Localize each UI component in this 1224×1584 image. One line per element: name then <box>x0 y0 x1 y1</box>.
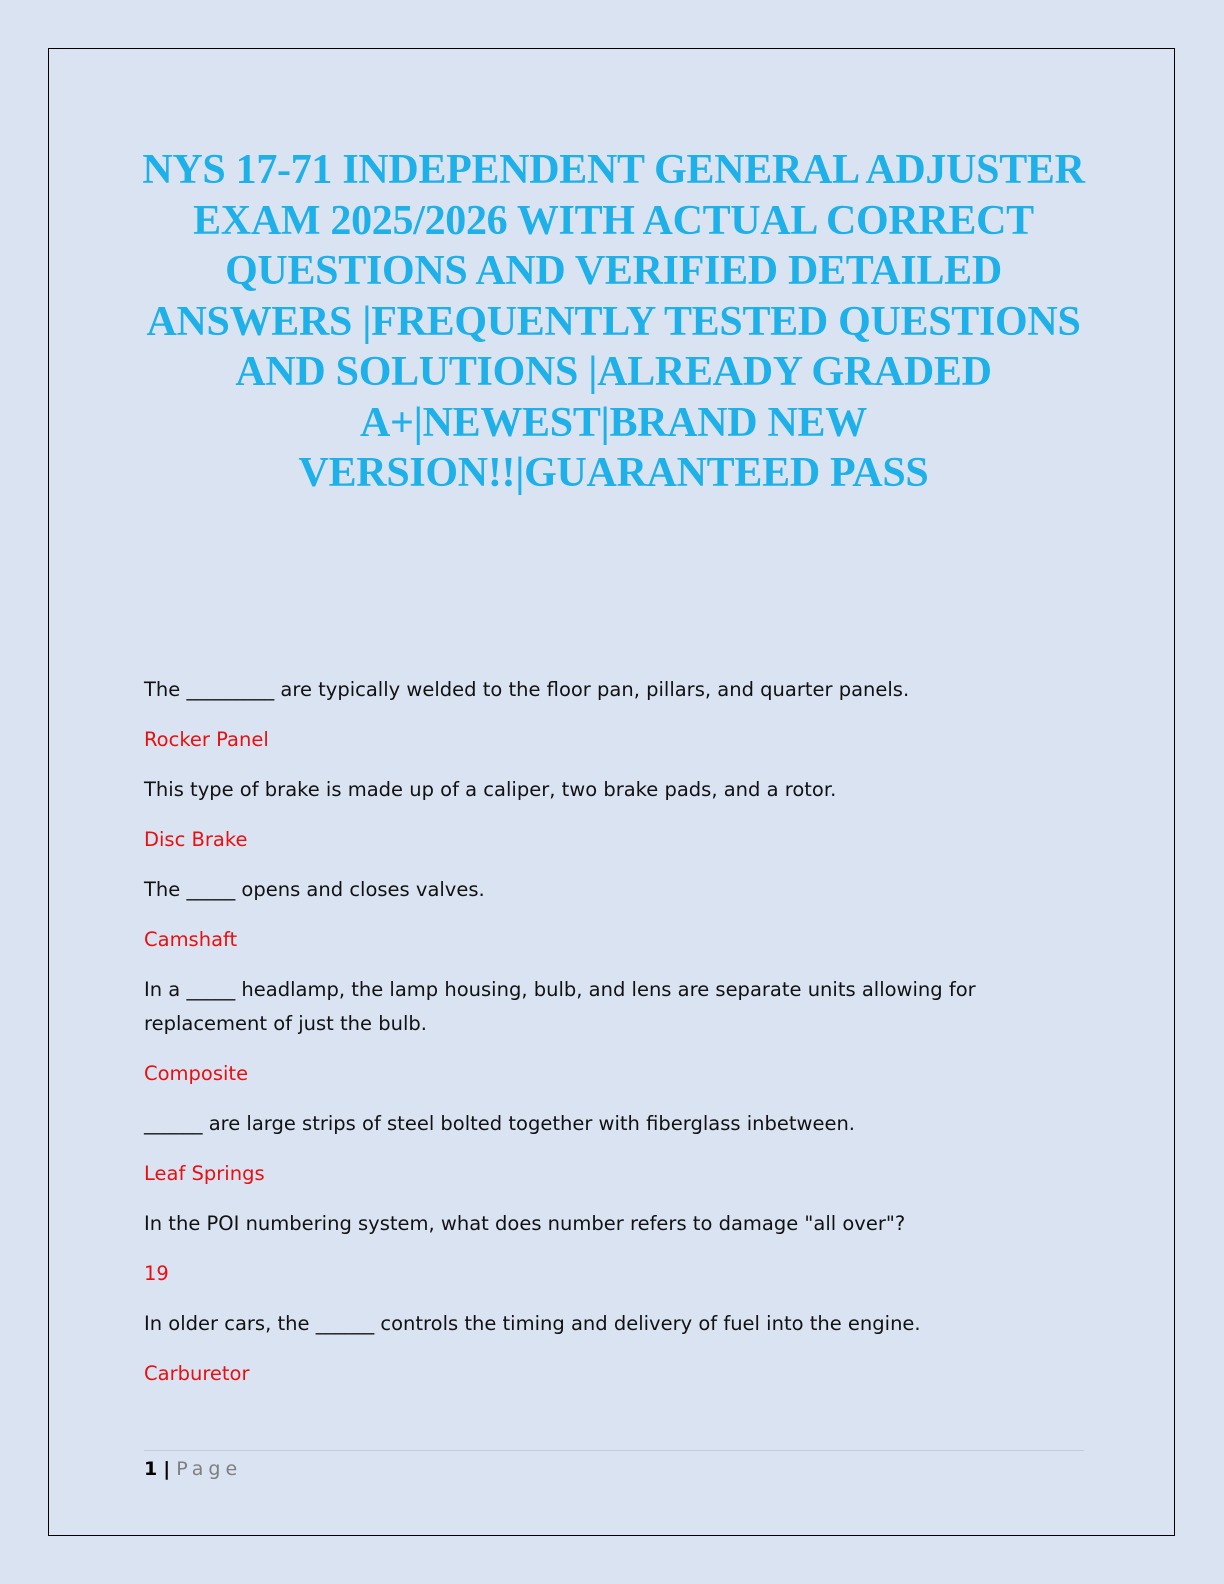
answer-text: Composite <box>144 1062 249 1085</box>
question-text: In a _____ headlamp, the lamp housing, bulb, and lens are separate units allowing for replacement of just the bulb. <box>144 978 976 1035</box>
document-title: NYS 17-71 INDEPENDENT GENERAL ADJUSTER EXAM 2025/2026 WITH ACTUAL CORRECT QUESTIONS AND VERIFIED DETAILED ANSWERS |FREQUENTLY TESTED QUESTIONS AND SOLUTIONS |ALREADY GRADED A+|NEWEST|BRAND NEW VERSION!!|GUARANTEED PASS <box>142 147 1085 496</box>
answer-text: Camshaft <box>144 928 238 951</box>
page-label: Page <box>176 1458 243 1480</box>
answer-text: Disc Brake <box>144 828 248 851</box>
qa-item <box>144 1107 1084 1191</box>
answer-text: Leaf Springs <box>144 1162 265 1185</box>
qa-item <box>144 673 1084 757</box>
question-text: In the POI numbering system, what does number refers to damage "all over"? <box>144 1212 906 1235</box>
qa-item <box>144 773 1084 857</box>
page-footer <box>144 1455 242 1483</box>
question-text: In older cars, the ______ controls the timing and delivery of fuel into the engine. <box>144 1312 921 1335</box>
question-text: ______ are large strips of steel bolted together with fiberglass inbetween. <box>144 1112 856 1135</box>
qa-list <box>144 673 1084 1407</box>
qa-item <box>144 1207 1084 1291</box>
qa-item <box>144 973 1084 1091</box>
question-text: This type of brake is made up of a caliper, two brake pads, and a rotor. <box>144 778 837 801</box>
footer-divider <box>144 1450 1084 1451</box>
qa-item <box>144 873 1084 957</box>
answer-text: 19 <box>144 1262 169 1285</box>
question-text: The _____ opens and closes valves. <box>144 878 485 901</box>
qa-item <box>144 1307 1084 1391</box>
page-number: 1 <box>144 1458 158 1480</box>
question-text: The _________ are typically welded to the floor pan, pillars, and quarter panels. <box>144 678 910 701</box>
footer-separator: | <box>163 1458 171 1480</box>
answer-text: Carburetor <box>144 1362 250 1385</box>
answer-text: Rocker Panel <box>144 728 269 751</box>
